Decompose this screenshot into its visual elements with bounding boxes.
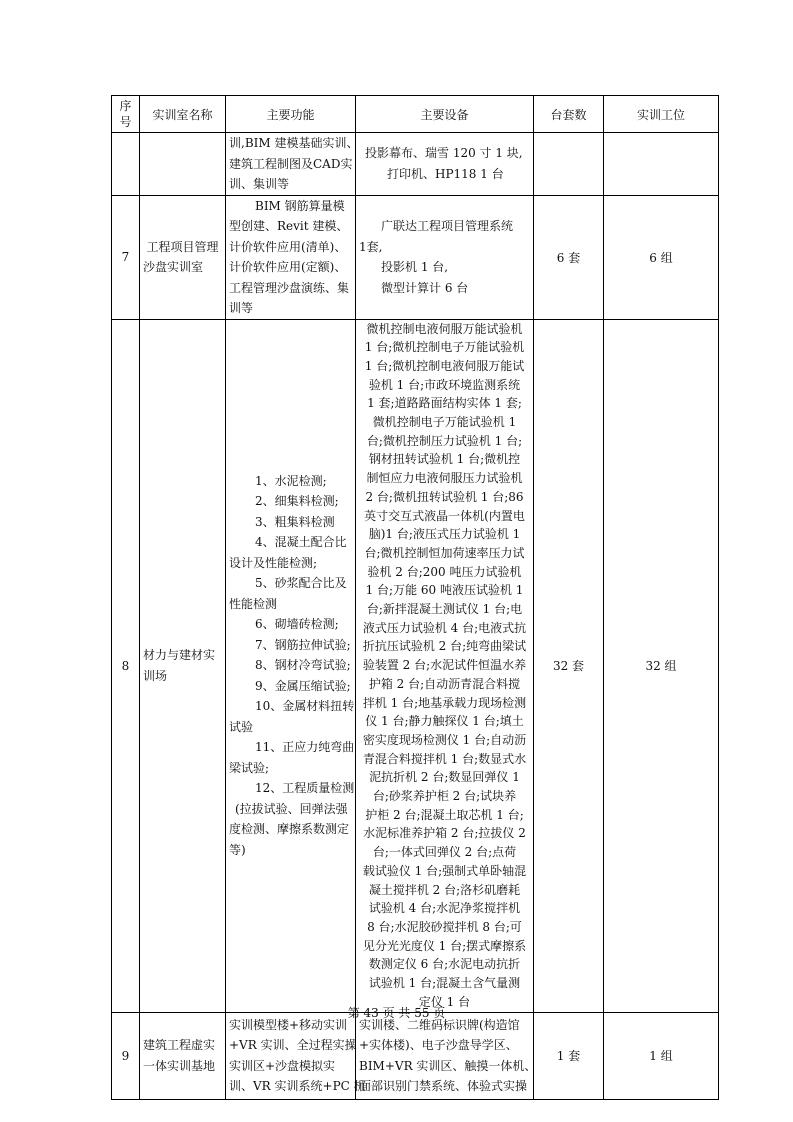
function-line: 训、集训等: [229, 177, 290, 191]
set-count: 6 套: [534, 195, 604, 319]
header-sets: 台套数: [534, 96, 604, 133]
function-line: 10、金属材料扭转: [255, 699, 355, 714]
function-line: 1、水泥检测;: [255, 473, 327, 488]
set-count: [534, 133, 604, 196]
room-name: [140, 1012, 226, 1099]
equipment-line: 2 台;微机扭转试验机 1 台;86: [365, 489, 524, 504]
function-line: 度检测、摩擦系数测定: [229, 822, 350, 837]
function-line: 4、混凝土配合比: [255, 535, 347, 550]
equipment-line: 广联达工程项目管理系统: [381, 219, 514, 233]
equipment-line: 台;一体式回弹仪 2 台;点荷: [372, 845, 517, 860]
equipment-line: 数测定仪 6 台;水泥电动抗折: [368, 957, 521, 972]
function-line: 建筑工程制图及CAD实: [229, 156, 353, 171]
header-equipment: 主要设备: [356, 96, 534, 133]
equipment-line: 英寸交互式液晶一体机(内置电: [364, 508, 525, 523]
main-equipment: [356, 133, 534, 196]
table-row: [112, 195, 719, 319]
function-line: 12、工程质量检测: [255, 781, 355, 796]
equipment-line: 台;微机控制恒加荷速率压力试: [364, 545, 525, 560]
equipment-line: BIM+VR 实训区、触摸一体机、: [359, 1058, 537, 1073]
room-name-line: 一体实训基地: [143, 1058, 216, 1073]
equipment-line: 验机 2 台;200 吨压力试验机: [367, 564, 522, 579]
equipment-line: 1套,: [359, 239, 383, 254]
function-line: 型创建、Revit 建模、: [229, 219, 349, 233]
row-no: [112, 133, 140, 196]
main-equipment: [356, 1012, 537, 1099]
equipment-line: 台;新拌混凝土测试仪 1 台;电: [366, 602, 523, 617]
function-line: 实训区+沙盘模拟实: [229, 1058, 336, 1073]
function-line: 训等: [229, 301, 254, 315]
table-row: [112, 319, 719, 1012]
equipment-line: 面部识别门禁系统、体验式实操: [359, 1079, 528, 1094]
equipment-line: 8 台;水泥胶砂搅拌机 8 台;可: [367, 920, 522, 934]
main-functions: [226, 133, 359, 196]
function-line: 2、细集料检测;: [255, 494, 339, 509]
equipment-line: +实体楼)、电子沙盘导学区、: [359, 1038, 518, 1053]
equipment-line: 打印机、HP118 1 台: [387, 166, 504, 181]
equipment-line: 凝土搅拌机 2 台;洛杉矶磨耗: [368, 882, 521, 897]
header-row: [112, 96, 719, 133]
function-line: 等): [229, 842, 246, 857]
room-name-line: 材力与建材实: [143, 648, 216, 662]
room-name: [140, 319, 226, 1012]
room-name: [140, 195, 226, 319]
main-functions: [226, 1012, 366, 1099]
equipment-line: 见分光光度仪 1 台;摆式摩擦系: [362, 938, 527, 953]
equipment-line: 台;砂浆养护柜 2 台;试块养: [372, 789, 517, 804]
room-name-line: 训场: [143, 668, 168, 683]
set-count: 32 套: [534, 319, 604, 1012]
function-line: (拉拔试验、回弹法强: [235, 801, 348, 816]
equipment-line: 微机控制电子万能试验机 1: [372, 415, 517, 430]
equipment-line: 投影机 1 台,: [381, 260, 449, 274]
equipment-line: 台;微机控制压力试验机 1 台;: [366, 433, 523, 448]
equipment-line: 脑)1 台;液压式压力试验机 1: [368, 527, 521, 542]
header-functions: 主要功能: [226, 96, 356, 133]
function-line: 性能检测: [229, 596, 278, 611]
equipment-line: 液式压力试验机 4 台;电液式抗: [362, 620, 527, 635]
equipment-line: 钢材扭转试验机 1 台;微机控: [368, 452, 521, 467]
equipment-line: 微机控制电液伺服万能试验机: [366, 321, 523, 336]
header-no: 序号: [112, 96, 140, 133]
row-no: 7: [112, 195, 140, 319]
function-line: 5、砂浆配合比及: [255, 576, 347, 591]
function-line: 7、钢筋拉伸试验;: [255, 637, 351, 652]
room-name-line: 建筑工程虚实: [143, 1038, 216, 1053]
set-count: 1 套: [534, 1012, 604, 1099]
equipment-line: 定仪 1 台: [418, 994, 471, 1009]
equipment-line: 投影幕布、瑞雪 120 寸 1 块,: [365, 146, 523, 161]
table-row: [112, 1012, 719, 1099]
header-name: 实训室名称: [140, 96, 226, 133]
function-line: 训,BIM 建模基础实训、: [229, 136, 359, 150]
equipment-line: 验装置 2 台;水泥试件恒温水养: [362, 658, 527, 673]
function-line: 训、VR 实训系统+PC 机: [229, 1079, 366, 1094]
equipment-line: 1 台;微机控制电子万能试验机: [364, 340, 525, 355]
row-no: 8: [112, 319, 140, 1012]
room-name-line: 沙盘实训室: [143, 260, 204, 274]
equipment-line: 泥抗折机 2 台;数显回弹仪 1: [369, 770, 520, 785]
station-count: 32 组: [604, 319, 719, 1012]
equipment-line: 密实度现场检测仪 1 台;自动沥: [362, 732, 527, 747]
equipment-line: 试验机 1 台;混凝土含气量测: [368, 976, 521, 991]
equipment-line: 仪 1 台;静力触探仪 1 台;填土: [365, 714, 524, 729]
station-count: 1 组: [604, 1012, 719, 1099]
room-name: [140, 133, 226, 196]
equipment-line: 折抗压试验机 2 台;纯弯曲梁试: [362, 639, 527, 654]
equipment-line: 1 台;万能 60 吨液压试验机 1: [365, 583, 524, 598]
main-functions: [226, 195, 356, 319]
function-line: 设计及性能检测;: [229, 555, 318, 570]
station-count: [604, 133, 719, 196]
equipment-line: 水泥标准养护箱 2 台;拉拔仪 2: [363, 826, 526, 841]
main-equipment: [356, 319, 534, 1012]
function-line: 3、粗集料检测: [255, 514, 335, 529]
function-line: 工程管理沙盘演练、集: [229, 280, 350, 295]
equipment-line: 护箱 2 台;自动沥青混合料搅: [368, 676, 521, 691]
function-line: 试验: [229, 719, 254, 734]
main-functions: [226, 319, 356, 1012]
function-line: 梁试验;: [229, 760, 270, 775]
function-line: 8、钢材冷弯试验;: [255, 658, 351, 673]
page-footer: 第 43 页 共 55 页: [347, 1006, 446, 1020]
equipment-line: 拌机 1 台;地基承载力现场检测: [362, 695, 527, 710]
equipment-line: 验机 1 台;市政环境监测系统: [368, 377, 521, 392]
row-no: 9: [112, 1012, 140, 1099]
equipment-line: 载试验仪 1 台;强制式单卧轴混: [362, 863, 527, 878]
equipment-line: 制恒应力电液伺服压力试验机: [366, 471, 523, 486]
room-name-line: 工程项目管理: [146, 239, 219, 254]
function-line: 6、砌墙砖检测;: [255, 617, 339, 632]
function-line: 计价软件应用(定额)、: [229, 260, 347, 274]
function-line: +VR 实训、全过程实操: [229, 1038, 357, 1053]
equipment-line: 护柜 2 台;混凝土取芯机 1 台;: [365, 807, 524, 822]
equipment-line: 试验机 4 台;水泥净浆搅拌机: [368, 901, 521, 916]
station-count: 6 组: [604, 195, 719, 319]
function-line: 11、正应力纯弯曲: [255, 740, 355, 755]
main-equipment: [356, 195, 534, 319]
table-row: [112, 133, 719, 196]
equipment-line: 实训楼、二维码标识牌(构造馆: [359, 1017, 520, 1032]
equipment-line: 1 套;道路路面结构实体 1 套;: [367, 396, 522, 411]
function-line: 计价软件应用(清单)、: [229, 239, 347, 254]
function-line: 实训模型楼+移动实训: [229, 1017, 348, 1032]
function-line: 9、金属压缩试验;: [255, 678, 351, 693]
header-stations: 实训工位: [604, 96, 719, 133]
equipment-line: 微型计算计 6 台: [381, 280, 469, 295]
equipment-line: 青混合料搅拌机 1 台;数显式水: [362, 751, 527, 766]
equipment-line: 1 台;微机控制电液伺服万能试: [364, 358, 525, 373]
function-line: BIM 钢筋算量模: [255, 198, 345, 213]
equipment-table: [111, 95, 719, 1100]
